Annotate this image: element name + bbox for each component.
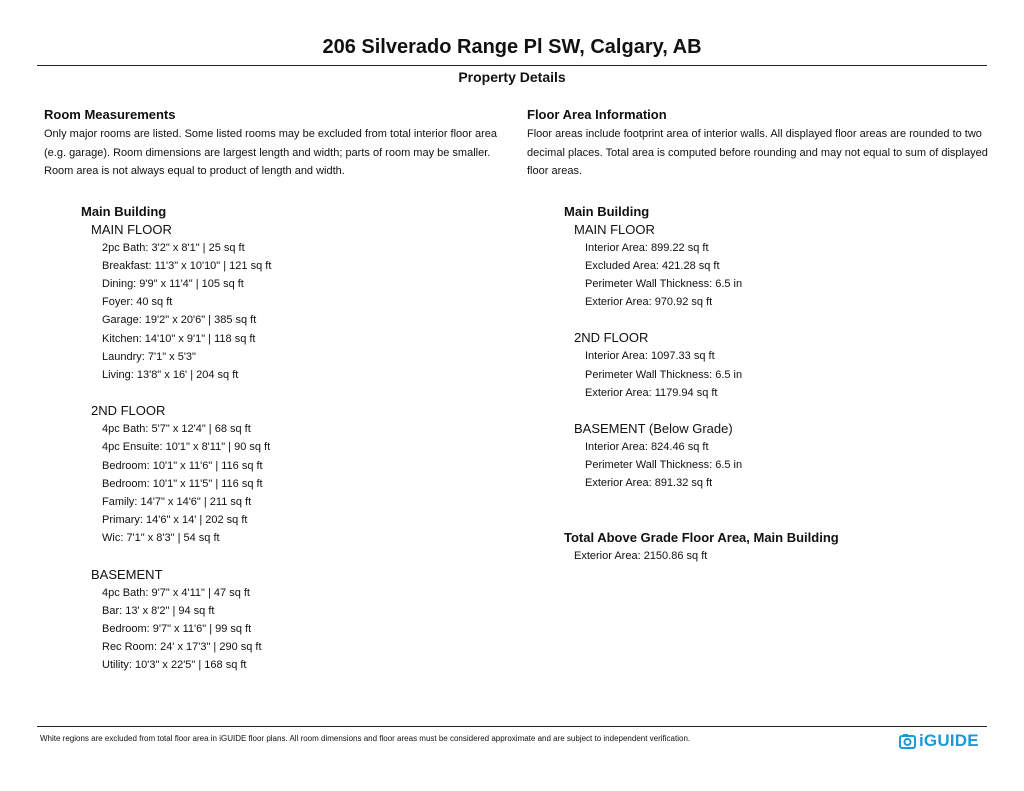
floor-area-section	[527, 106, 997, 565]
area-item: Interior Area: 899.22 sq ft	[585, 241, 709, 254]
room-item: 4pc Bath: 9'7" x 4'11" | 47 sq ft	[102, 586, 250, 599]
room-item: 4pc Bath: 5'7" x 12'4" | 68 sq ft	[102, 423, 251, 436]
description-line: decimal places. Total area is computed before rounding and may not equal to sum of displayed	[527, 146, 988, 159]
room-item: Breakfast: 11'3" x 10'10" | 121 sq ft	[102, 259, 272, 272]
room-item: Laundry: 7'1" x 5'3"	[102, 350, 196, 363]
floor-name-main: MAIN FLOOR	[574, 221, 655, 237]
room-item: Foyer: 40 sq ft	[102, 296, 173, 309]
description-line: (e.g. garage). Room dimensions are largest length and width; parts of room may be smaller.	[44, 146, 491, 159]
room-measurements-heading: Room Measurements	[44, 107, 176, 122]
room-item: 2pc Bath: 3'2" x 8'1" | 25 sq ft	[102, 241, 245, 254]
building-name: Main Building	[564, 203, 650, 219]
page-title: 206 Silverado Range Pl SW, Calgary, AB	[322, 36, 702, 58]
area-item: Excluded Area: 421.28 sq ft	[585, 259, 720, 272]
room-item: Bedroom: 10'1" x 11'6" | 116 sq ft	[102, 459, 263, 472]
room-item: Living: 13'8" x 16' | 204 sq ft	[102, 368, 239, 381]
camera-icon	[899, 734, 916, 749]
description-line: Only major rooms are listed. Some listed rooms may be excluded from total interior floor area	[44, 128, 498, 140]
room-measurements-description	[44, 125, 504, 181]
page-subtitle: Property Details	[458, 69, 566, 85]
room-item: Bar: 13' x 8'2" | 94 sq ft	[102, 604, 215, 617]
area-item: Exterior Area: 1179.94 sq ft	[585, 386, 718, 399]
description-line: floor areas.	[527, 165, 583, 177]
total-area-value: Exterior Area: 2150.86 sq ft	[574, 549, 708, 562]
floor-name-basement: BASEMENT (Below Grade)	[574, 420, 733, 436]
area-item: Interior Area: 824.46 sq ft	[585, 440, 709, 453]
room-measurements-section	[44, 106, 504, 675]
area-item: Perimeter Wall Thickness: 6.5 in	[585, 277, 743, 290]
room-item: Dining: 9'9" x 11'4" | 105 sq ft	[102, 277, 244, 290]
building-name: Main Building	[81, 203, 167, 219]
footer-disclaimer: White regions are excluded from total floor area in iGUIDE floor plans. All room dimensions and floor areas must be considered approximate and are subject to independent verification.	[40, 734, 691, 743]
footer-divider	[37, 726, 987, 727]
logo-text: iGUIDE	[919, 731, 979, 750]
area-item: Exterior Area: 891.32 sq ft	[585, 477, 713, 490]
room-item: Bedroom: 9'7" x 11'6" | 99 sq ft	[102, 622, 252, 635]
header-divider	[37, 65, 987, 66]
iguide-logo	[899, 731, 979, 751]
description-line: Floor areas include footprint area of interior walls. All displayed floor areas are rounded to two	[527, 128, 982, 140]
room-item: Utility: 10'3" x 22'5" | 168 sq ft	[102, 659, 247, 672]
floor-name-basement: BASEMENT	[91, 566, 163, 582]
area-item: Interior Area: 1097.33 sq ft	[585, 350, 715, 363]
floor-area-description	[527, 125, 997, 181]
room-item: 4pc Ensuite: 10'1" x 8'11" | 90 sq ft	[102, 441, 271, 454]
room-item: Family: 14'7" x 14'6" | 211 sq ft	[102, 495, 252, 508]
area-item: Perimeter Wall Thickness: 6.5 in	[585, 368, 743, 381]
room-item: Bedroom: 10'1" x 11'5" | 116 sq ft	[102, 477, 263, 490]
room-item: Rec Room: 24' x 17'3" | 290 sq ft	[102, 641, 262, 654]
room-item: Garage: 19'2" x 20'6" | 385 sq ft	[102, 314, 257, 327]
description-line: Room area is not always equal to product of length and width.	[44, 165, 345, 177]
floor-name-main: MAIN FLOOR	[91, 221, 172, 237]
area-item: Exterior Area: 970.92 sq ft	[585, 296, 713, 309]
floor-name-2nd: 2ND FLOOR	[574, 330, 649, 346]
floor-area-heading: Floor Area Information	[527, 107, 667, 122]
total-area-heading: Total Above Grade Floor Area, Main Building	[564, 529, 839, 545]
room-item: Wic: 7'1" x 8'3" | 54 sq ft	[102, 532, 220, 545]
floor-name-2nd: 2ND FLOOR	[91, 403, 166, 419]
room-item: Primary: 14'6" x 14' | 202 sq ft	[102, 514, 248, 527]
room-item: Kitchen: 14'10" x 9'1" | 118 sq ft	[102, 332, 256, 345]
area-item: Perimeter Wall Thickness: 6.5 in	[585, 459, 743, 472]
